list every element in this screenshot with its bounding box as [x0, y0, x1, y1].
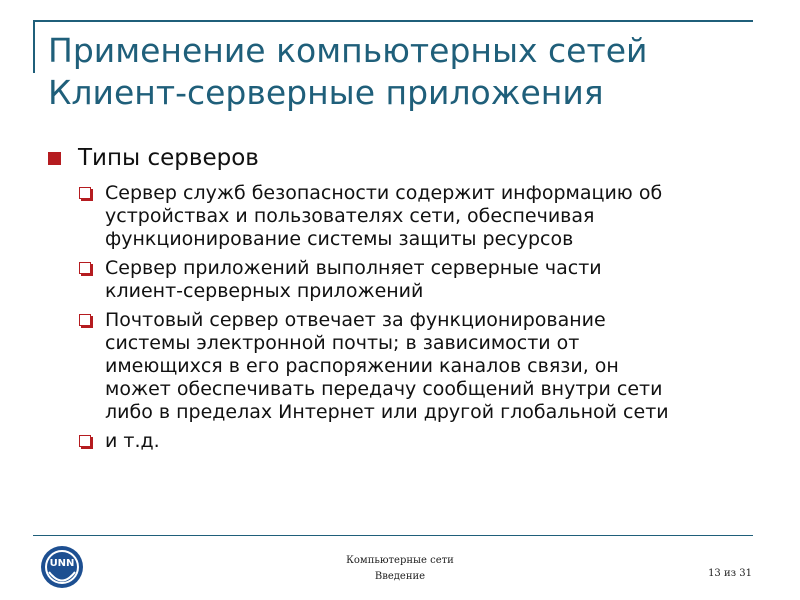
- slide-title: [48, 30, 768, 114]
- checkbox-bullet-icon: [79, 435, 91, 447]
- list-item-text: [105, 430, 745, 453]
- title-line-2: Клиент-серверные приложения: [48, 73, 604, 112]
- text-line: клиент-серверных приложений: [105, 280, 424, 302]
- text-line: и т.д.: [105, 430, 160, 452]
- text-line: имеющихся в его распоряжении каналов связи, он: [105, 355, 619, 377]
- checkbox-bullet-icon: [79, 187, 91, 199]
- text-line: устройствах и пользователях сети, обеспечивая: [105, 205, 595, 227]
- text-line: функционирование системы защиты ресурсов: [105, 228, 574, 250]
- university-logo-icon: [40, 545, 84, 589]
- server-types-list: [48, 182, 778, 453]
- title-line-1: Применение компьютерных сетей: [48, 31, 648, 70]
- footer-rule: [33, 535, 753, 536]
- footer-caption: [300, 553, 500, 585]
- text-line: Сервер служб безопасности содержит информацию об: [105, 182, 663, 204]
- footer-course: Компьютерные сети: [346, 555, 454, 566]
- top-rule: [33, 20, 753, 22]
- text-line: Сервер приложений выполняет серверные части: [105, 257, 602, 279]
- page-number: 13 из 31: [708, 568, 752, 579]
- slide-content: [48, 142, 778, 459]
- text-line: системы электронной почты; в зависимости от: [105, 332, 580, 354]
- list-item: [79, 309, 778, 424]
- text-line: либо в пределах Интернет или другой глобальной сети: [105, 401, 669, 423]
- list-item: [79, 430, 778, 453]
- heading-text: Типы серверов: [78, 145, 259, 171]
- checkbox-bullet-icon: [79, 314, 91, 326]
- checkbox-bullet-icon: [79, 262, 91, 274]
- text-line: может обеспечивать передачу сообщений внутри сети: [105, 378, 663, 400]
- list-item: [79, 257, 778, 303]
- text-line: Почтовый сервер отвечает за функционирование: [105, 309, 606, 331]
- list-item-text: [105, 182, 745, 251]
- list-item-text: [105, 309, 745, 424]
- list-item: [79, 182, 778, 251]
- bullet-level-1: [48, 142, 778, 174]
- list-item-text: [105, 257, 745, 303]
- footer-section: Введение: [374, 571, 426, 582]
- square-bullet-icon: [48, 152, 61, 165]
- logo-text: UNN: [49, 558, 75, 569]
- left-rule: [33, 20, 35, 73]
